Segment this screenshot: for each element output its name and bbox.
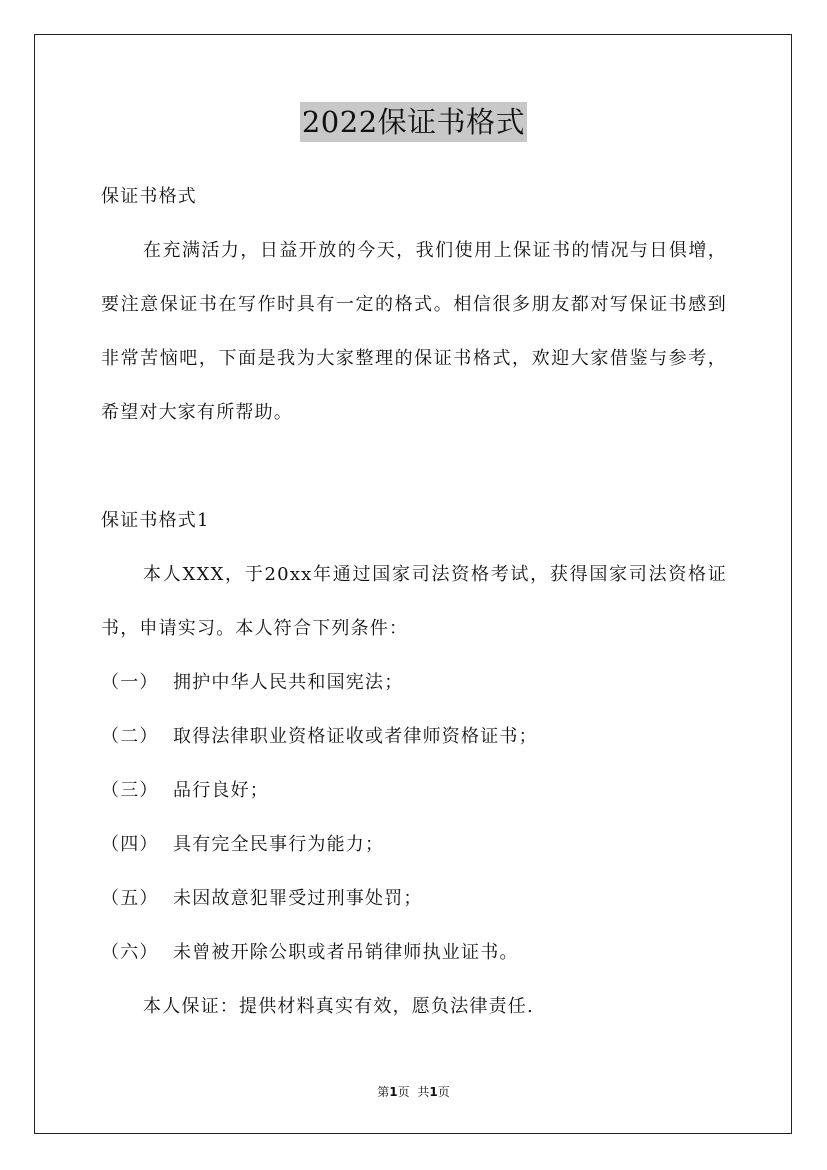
sample-paragraph: 本人XXX，于20xx年通过国家司法资格考试，获得国家司法资格证书，申请实习。本人符合下列条件： [101,564,727,639]
page-number: 1 [389,1085,398,1099]
condition-text: 具有完全民事行为能力； [173,834,385,855]
closing-paragraph: 本人保证：提供材料真实有效，愿负法律责任. [143,996,534,1017]
page-footer [0,1083,827,1101]
page-prefix: 第 [377,1085,390,1099]
condition-text: 取得法律职业资格证收或者律师资格证书； [173,726,538,747]
condition-number: （五） [101,888,159,909]
title-container [0,102,827,142]
condition-item [101,818,727,872]
intro-paragraph: 在充满活力，日益开放的今天，我们使用上保证书的情况与日俱增，要注意保证书在写作时具有一定的格式。相信很多朋友都对写保证书感到非常苦恼吧，下面是我为大家整理的保证书格式，欢迎大家借鉴与参考，希望对大家有所帮助。 [101,240,727,423]
condition-item [101,764,727,818]
condition-text: 品行良好； [173,780,269,801]
condition-number: （六） [101,942,159,963]
section-heading: 保证书格式 [101,186,197,207]
condition-number: （一） [101,672,159,693]
page-suffix: 页 [397,1085,410,1099]
condition-number: （三） [101,780,159,801]
condition-item [101,656,727,710]
total-pages: 1 [429,1085,438,1099]
total-prefix: 共 [417,1085,430,1099]
condition-text: 未因故意犯罪受过刑事处罚； [173,888,423,909]
condition-item [101,926,727,980]
condition-number: （四） [101,834,159,855]
condition-text: 拥护中华人民共和国宪法； [173,672,404,693]
condition-item [101,710,727,764]
paragraph-spacer [101,440,727,494]
condition-text: 未曾被开除公职或者吊销律师执业证书。 [173,942,519,963]
condition-number: （二） [101,726,159,747]
sample-heading: 保证书格式1 [101,510,210,531]
total-suffix: 页 [437,1085,450,1099]
document-body [101,170,727,1034]
condition-item [101,872,727,926]
document-title: 2022保证书格式 [300,102,527,142]
